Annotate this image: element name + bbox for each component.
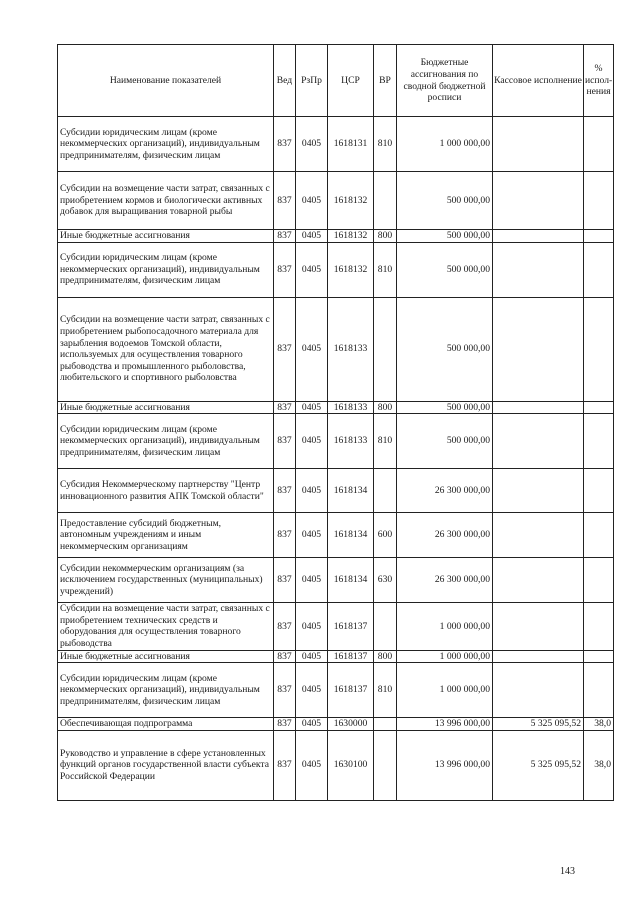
cell-name: Иные бюджетные ассигнования: [58, 650, 274, 663]
cell-csr: 1618134: [328, 558, 374, 603]
cell-rzpr: 0405: [296, 513, 328, 558]
table-row: [58, 513, 614, 558]
cell-budget: 500 000,00: [397, 297, 493, 401]
cell-budget: 13 996 000,00: [397, 730, 493, 800]
cell-budget: 500 000,00: [397, 172, 493, 230]
table-row: [58, 718, 614, 731]
cell-name: Субсидия Некоммерческому партнерству "Центр инновационного развития АПК Томской области": [58, 469, 274, 513]
cell-vr: [374, 469, 397, 513]
table-row: [58, 117, 614, 172]
cell-rzpr: 0405: [296, 469, 328, 513]
cell-name: Субсидии юридическим лицам (кроме некоммерческих организаций), индивидуальным предпринимателям, физическим лицам: [58, 242, 274, 297]
cell-cash: [493, 663, 584, 718]
cell-budget: 500 000,00: [397, 230, 493, 243]
table-row: [58, 650, 614, 663]
cell-vr: 800: [374, 230, 397, 243]
header-cash: Кассовое исполнение: [493, 45, 584, 117]
cell-rzpr: 0405: [296, 414, 328, 469]
cell-ved: 837: [274, 242, 296, 297]
cell-percent: [584, 469, 614, 513]
cell-budget: 26 300 000,00: [397, 513, 493, 558]
cell-name: Иные бюджетные ассигнования: [58, 401, 274, 414]
cell-rzpr: 0405: [296, 117, 328, 172]
cell-percent: [584, 603, 614, 650]
cell-budget: 1 000 000,00: [397, 650, 493, 663]
table-row: [58, 663, 614, 718]
cell-csr: 1630000: [328, 718, 374, 731]
cell-vr: 810: [374, 414, 397, 469]
cell-budget: 26 300 000,00: [397, 558, 493, 603]
cell-ved: 837: [274, 297, 296, 401]
cell-name: Руководство и управление в сфере установленных функций органов государственной власти субъекта Российской Федерации: [58, 730, 274, 800]
cell-ved: 837: [274, 558, 296, 603]
cell-name: Субсидии на возмещение части затрат, связанных с приобретением рыбопосадочного материала для зарыбления водоемов Томской области, используемых для осуществления товарного рыбоводства и промышленного рыболовства, любительского и спортивного рыболовства: [58, 297, 274, 401]
table-row: [58, 730, 614, 800]
cell-csr: 1618132: [328, 172, 374, 230]
cell-cash: 5 325 095,52: [493, 718, 584, 731]
cell-csr: 1618133: [328, 401, 374, 414]
header-ved: Вед: [274, 45, 296, 117]
cell-budget: 500 000,00: [397, 401, 493, 414]
cell-csr: 1618131: [328, 117, 374, 172]
cell-percent: [584, 242, 614, 297]
cell-vr: [374, 603, 397, 650]
cell-cash: [493, 117, 584, 172]
cell-percent: [584, 172, 614, 230]
table-row: [58, 414, 614, 469]
cell-csr: 1618133: [328, 414, 374, 469]
cell-percent: [584, 117, 614, 172]
cell-ved: 837: [274, 401, 296, 414]
cell-cash: [493, 414, 584, 469]
cell-name: Субсидии на возмещение части затрат, связанных с приобретением технических средств и оборудования для осуществления товарного рыбоводства: [58, 603, 274, 650]
cell-vr: 600: [374, 513, 397, 558]
cell-vr: 630: [374, 558, 397, 603]
cell-name: Субсидии юридическим лицам (кроме некоммерческих организаций), индивидуальным предпринимателям, физическим лицам: [58, 414, 274, 469]
cell-cash: [493, 603, 584, 650]
cell-budget: 500 000,00: [397, 414, 493, 469]
table-header-row: [58, 45, 614, 117]
cell-ved: 837: [274, 718, 296, 731]
cell-budget: 1 000 000,00: [397, 117, 493, 172]
cell-vr: [374, 297, 397, 401]
cell-percent: [584, 297, 614, 401]
table-row: [58, 401, 614, 414]
header-rzpr: РзПр: [296, 45, 328, 117]
cell-vr: 810: [374, 242, 397, 297]
cell-budget: 13 996 000,00: [397, 718, 493, 731]
cell-ved: 837: [274, 730, 296, 800]
cell-percent: [584, 558, 614, 603]
cell-cash: [493, 230, 584, 243]
cell-csr: 1618134: [328, 513, 374, 558]
budget-execution-table: [57, 44, 614, 801]
cell-rzpr: 0405: [296, 650, 328, 663]
cell-percent: [584, 663, 614, 718]
cell-vr: [374, 730, 397, 800]
cell-rzpr: 0405: [296, 558, 328, 603]
cell-percent: [584, 414, 614, 469]
cell-percent: [584, 650, 614, 663]
cell-name: Обеспечивающая подпрограмма: [58, 718, 274, 731]
cell-ved: 837: [274, 650, 296, 663]
cell-ved: 837: [274, 663, 296, 718]
cell-rzpr: 0405: [296, 242, 328, 297]
cell-cash: [493, 401, 584, 414]
cell-ved: 837: [274, 230, 296, 243]
cell-percent: 38,0: [584, 730, 614, 800]
table-row: [58, 230, 614, 243]
cell-csr: 1618137: [328, 650, 374, 663]
cell-ved: 837: [274, 513, 296, 558]
cell-ved: 837: [274, 172, 296, 230]
cell-cash: [493, 172, 584, 230]
cell-vr: [374, 172, 397, 230]
cell-budget: 1 000 000,00: [397, 663, 493, 718]
cell-name: Субсидии некоммерческим организациям (за исключением государственных (муниципальных) учреждений): [58, 558, 274, 603]
table-row: [58, 603, 614, 650]
cell-rzpr: 0405: [296, 172, 328, 230]
cell-budget: 1 000 000,00: [397, 603, 493, 650]
cell-ved: 837: [274, 603, 296, 650]
cell-name: Предоставление субсидий бюджетным, автономным учреждениям и иным некоммерческим организациям: [58, 513, 274, 558]
table-row: [58, 297, 614, 401]
cell-rzpr: 0405: [296, 401, 328, 414]
cell-vr: 800: [374, 650, 397, 663]
budget-document: [57, 44, 613, 801]
table-row: [58, 172, 614, 230]
cell-budget: 500 000,00: [397, 242, 493, 297]
cell-percent: 38,0: [584, 718, 614, 731]
cell-cash: [493, 558, 584, 603]
cell-rzpr: 0405: [296, 663, 328, 718]
cell-name: Субсидии на возмещение части затрат, связанных с приобретением кормов и биологически активных добавок для выращивания товарной рыбы: [58, 172, 274, 230]
cell-rzpr: 0405: [296, 718, 328, 731]
cell-csr: 1618132: [328, 242, 374, 297]
cell-vr: 810: [374, 663, 397, 718]
cell-percent: [584, 401, 614, 414]
header-percent: % испол-нения: [584, 45, 614, 117]
cell-rzpr: 0405: [296, 230, 328, 243]
cell-cash: [493, 513, 584, 558]
cell-cash: [493, 297, 584, 401]
cell-cash: [493, 650, 584, 663]
header-name: Наименование показателей: [58, 45, 274, 117]
header-budget: Бюджетные ассигнования по сводной бюджетной росписи: [397, 45, 493, 117]
cell-csr: 1618133: [328, 297, 374, 401]
cell-csr: 1618137: [328, 663, 374, 718]
cell-rzpr: 0405: [296, 603, 328, 650]
cell-csr: 1618132: [328, 230, 374, 243]
cell-cash: 5 325 095,52: [493, 730, 584, 800]
header-vr: ВР: [374, 45, 397, 117]
cell-cash: [493, 242, 584, 297]
cell-ved: 837: [274, 117, 296, 172]
cell-percent: [584, 230, 614, 243]
cell-ved: 837: [274, 469, 296, 513]
cell-csr: 1630100: [328, 730, 374, 800]
cell-vr: [374, 718, 397, 731]
cell-csr: 1618137: [328, 603, 374, 650]
table-row: [58, 242, 614, 297]
cell-ved: 837: [274, 414, 296, 469]
cell-name: Субсидии юридическим лицам (кроме некоммерческих организаций), индивидуальным предпринимателям, физическим лицам: [58, 663, 274, 718]
cell-csr: 1618134: [328, 469, 374, 513]
cell-vr: 800: [374, 401, 397, 414]
cell-cash: [493, 469, 584, 513]
table-row: [58, 558, 614, 603]
cell-vr: 810: [374, 117, 397, 172]
cell-rzpr: 0405: [296, 297, 328, 401]
cell-budget: 26 300 000,00: [397, 469, 493, 513]
header-csr: ЦСР: [328, 45, 374, 117]
cell-percent: [584, 513, 614, 558]
table-row: [58, 469, 614, 513]
cell-name: Субсидии юридическим лицам (кроме некоммерческих организаций), индивидуальным предпринимателям, физическим лицам: [58, 117, 274, 172]
cell-rzpr: 0405: [296, 730, 328, 800]
cell-name: Иные бюджетные ассигнования: [58, 230, 274, 243]
page-number: 143: [560, 866, 575, 877]
